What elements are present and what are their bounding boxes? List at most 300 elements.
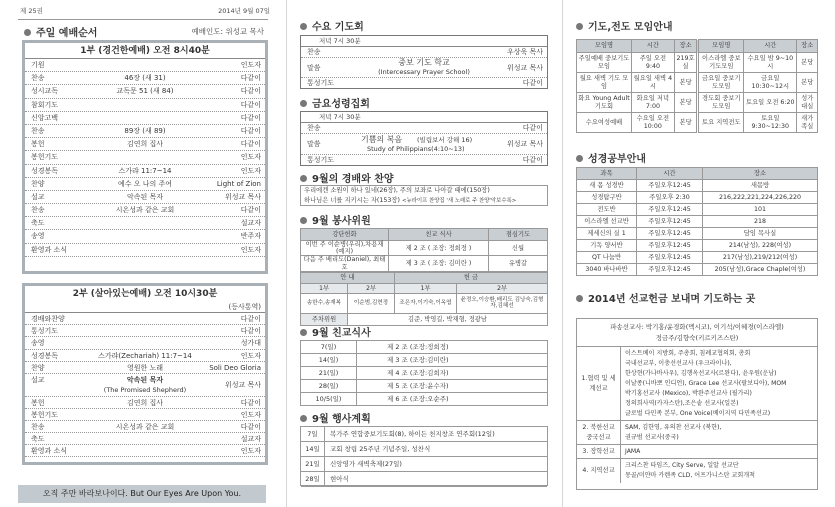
row-label: 찬양 (31, 363, 45, 372)
event-text: 현아식 (330, 475, 349, 483)
prayer-cell: 본당 (797, 73, 818, 93)
bible-cell: 담임 목사실 (703, 228, 818, 240)
prayer-cell: 이스라엘 중보기도모임 (698, 53, 744, 73)
fellowship-group: 제 4 조 (조장:김희자) (387, 369, 449, 377)
row-content-sub: (The Promised Shepherd) (103, 385, 187, 394)
row-content: 김연희 집사 (126, 140, 164, 149)
service-row (25, 313, 265, 325)
bullet-icon (576, 155, 583, 162)
vol-cell: 이순범,김현정 (348, 293, 395, 313)
wed-row-label: 통성기도 (307, 79, 335, 87)
column-divider-1 (286, 0, 287, 507)
row-label: 환영과 소식 (31, 245, 68, 254)
row-person: 설교자 (240, 435, 261, 444)
row-person: Soli Deo Gloria (209, 363, 261, 372)
fellowship-date: 21(일) (301, 367, 357, 379)
prayer-meetings-title: 기도,전도 모임안내 (576, 18, 673, 33)
prayer-cell: 수요일 오전 10:00 (632, 113, 675, 133)
bible-row (577, 252, 818, 264)
service-row (25, 178, 265, 191)
service-row (25, 397, 265, 409)
vol-cell: 이번 주 이순병(우리),차용재(예지) (301, 241, 389, 256)
wed-sermon-title: 중보 기도 학교 (398, 58, 450, 67)
row-label: 설교 (31, 375, 45, 384)
bullet-icon (576, 295, 583, 302)
footer-banner: 오직 주만 바라보나이다. But Our Eyes Are Upon You. (18, 485, 266, 503)
bible-cell: 217(남성),219/212(여성) (703, 252, 818, 264)
fellowship-row (301, 367, 547, 380)
col-meeting: 모임명 (698, 40, 744, 53)
prayer-row (577, 53, 818, 73)
mission-category: 2. 북한선교 중국선교 (577, 421, 621, 444)
fri-service-box (300, 111, 548, 166)
prayer-cell: 본당 (674, 113, 698, 133)
mission-line: JAMA (625, 448, 641, 455)
row-content: 시온성과 같은 교회 (115, 206, 175, 215)
fri-row-label: 통성기도 (307, 156, 335, 164)
september-praise-box (300, 185, 548, 206)
bible-row (577, 216, 818, 228)
bible-cell: 주일오후12:45 (637, 264, 703, 276)
vol-cell: 제 2 조 ( 조장: 정희정 ) (389, 241, 489, 256)
vol-sub: 2부 (348, 283, 395, 293)
row-person: 다같이 (240, 398, 261, 407)
row-person: 인도자 (240, 245, 261, 254)
issue-header (20, 6, 270, 18)
fri-row-hymn (301, 123, 547, 134)
fri-sermon-subtitle: Study of Philippians(4:10~13) (367, 145, 465, 153)
row-label: 봉헌 (31, 398, 45, 407)
mission-line: SAM, 김한영, 유의찬 선교사 (북한), (625, 424, 722, 431)
bible-row (577, 228, 818, 240)
col-meeting: 모임명 (577, 40, 632, 53)
row-person: 다같이 (240, 206, 261, 215)
row-content: 89장 (새 89) (124, 126, 166, 135)
row-label: 봉헌기도 (31, 410, 59, 419)
mission-line: 권규범 선교사(중국) (625, 434, 679, 441)
row-content: 스가랴 11:7~14 (118, 166, 172, 175)
row-label: 봉헌 (31, 140, 45, 149)
row-label: 환영과 소식 (31, 447, 68, 456)
row-content: 김연희 집사 (126, 398, 164, 407)
row-label: 통성기도 (31, 327, 59, 336)
row-content: 46장 (새 31) (124, 74, 166, 83)
col-meal: 친교 식사 (389, 229, 489, 241)
service-row (25, 433, 265, 445)
fri-row-label: 찬송 (307, 124, 321, 132)
service-row (25, 445, 265, 457)
mission-line: 글로벌 다민족 본부, One Voice(베이지역 다민족선교) (625, 410, 771, 417)
vol-sub: 1부 (301, 283, 348, 293)
row-person: 설교자 (240, 219, 261, 228)
mission-row (577, 445, 817, 459)
bullet-icon (300, 217, 307, 224)
row-label: 기원 (31, 61, 45, 69)
row-person: 인도자 (240, 351, 261, 360)
service-row (25, 217, 265, 230)
service-row (25, 204, 265, 217)
mission-line: 박기홍선교사 (Mexico), 박완주선교사 (필가리) (625, 390, 752, 397)
prayer-cell: 토요일 오전 6:20 (744, 93, 797, 113)
event-row (301, 472, 547, 487)
prayer-cell: 화요 Young Adult 기도회 (577, 93, 632, 113)
row-label: 찬송 (31, 74, 45, 83)
wed-service-box (300, 35, 548, 89)
bible-row (577, 240, 818, 252)
mission-line: 크리스찬 타임즈, City Serve, 일알 선교단 (625, 462, 739, 469)
fellowship-row (301, 393, 547, 406)
prayer-row (577, 113, 818, 133)
event-text: 복가주 연합중보기도회(8), 하이든 천지창조 연주회(12일) (330, 430, 495, 438)
mission-list (621, 459, 759, 483)
prayer-cell: 금요일 10:30~12시 (744, 73, 797, 93)
prayer-cell: 219호실 (674, 53, 698, 73)
row-content: 시온성과 같은 교회 (115, 422, 175, 431)
row-person: 인도자 (240, 447, 261, 456)
prayer-cell: 수요일 밤 9~10시 (744, 53, 797, 73)
events-title: 9월 행사계획 (300, 410, 371, 425)
fellowship-row (301, 354, 547, 367)
service-row (25, 409, 265, 421)
wed-row-label: 찬송 (307, 48, 321, 56)
row-person: 다같이 (240, 126, 261, 135)
row-label: 성시교독 (31, 87, 59, 96)
event-date: 21일 (301, 457, 325, 471)
mission-rows (577, 347, 817, 483)
bullet-icon (576, 23, 583, 30)
bible-cell: 새 몸 성경반 (577, 180, 637, 192)
service1-rows (25, 59, 265, 257)
mission-line: 몽골/미얀마 카렌족 CLD, 어프가니스탄 교회개척 (625, 472, 756, 479)
row-content: 영원한 노래 (126, 363, 164, 372)
fellowship-row (301, 341, 547, 354)
prayer-cell: 본당 (674, 93, 698, 113)
bible-cell: 주일오후12:45 (637, 252, 703, 264)
bible-cell: 주일오후12:45 (637, 204, 703, 216)
row-label: 찬송 (31, 422, 45, 431)
row-person: 반주자 (240, 232, 261, 241)
vol-cell: 윤정오,이승환,배리도 김낭숙,김형자,김혜선 (457, 293, 548, 313)
fri-row-person: 다같이 (522, 124, 543, 132)
row-label: 축도 (31, 435, 45, 444)
fri-row-person: 다같이 (522, 156, 543, 164)
vol-cell: 조은자,이기숙,이옥엽 (395, 293, 457, 313)
service2-box (22, 283, 268, 465)
bible-row (577, 264, 818, 276)
bible-cell: 전도반 (577, 204, 637, 216)
bullet-icon (300, 100, 307, 107)
row-person: 다같이 (240, 87, 261, 96)
service-row (25, 112, 265, 125)
wed-row-person: 우상욱 목사 (506, 48, 543, 56)
col-guide: 안 내 (301, 272, 395, 283)
bible-cell: 이스라엘 선교반 (577, 216, 637, 228)
wed-row-person: 다같이 (522, 79, 543, 87)
service-row (25, 85, 265, 98)
prayer-cell: 월요 새벽 기도 모임 (577, 73, 632, 93)
row-person: 다같이 (240, 100, 261, 109)
praise-line-1: 우리에겐 소원이 하나 있네(26장), 주의 보좌로 나아갈 때에(150장) (304, 187, 490, 194)
bullet-icon (300, 175, 307, 182)
row-label: 설교 (31, 192, 45, 201)
prayer-cell: 토요 지역전도 (698, 113, 744, 133)
fri-sermon-title: 기쁨의 복음 (361, 135, 403, 144)
service-row (25, 421, 265, 433)
row-content: 예수 오 나의 주여 (117, 179, 172, 188)
bible-cell: 214(남성), 228(여성) (703, 240, 818, 252)
bible-cell: 3040 바나바반 (577, 264, 637, 276)
col-subject: 과목 (577, 168, 637, 180)
bible-row (577, 204, 818, 216)
fellowship-date: 7(일) (301, 341, 357, 353)
bible-cell: 주일오후12:45 (637, 216, 703, 228)
bullet-icon (24, 29, 31, 36)
prayer-cell: 본당 (674, 73, 698, 93)
missions-title: 2014년 선교헌금 보내며 기도하는 곳 (576, 290, 755, 305)
fri-row-word (301, 134, 547, 155)
mission-row (577, 421, 817, 445)
vol-cell: 다음 주 배리도(Daniel), 최태호 (301, 256, 389, 271)
row-label: 성경봉독 (31, 166, 59, 175)
bible-cell: 주일오후12:45 (637, 240, 703, 252)
fellowship-date: 28(일) (301, 380, 357, 392)
row-person: 인도자 (240, 410, 261, 419)
bible-cell: 성경탐구반 (577, 192, 637, 204)
mission-line: 한상현(가나바사우), 김행옥선교사(르완다), 윤우원(운남) (625, 370, 777, 377)
bible-study-table (576, 167, 818, 276)
row-person: 다같이 (240, 315, 261, 323)
volunteers-table (300, 228, 548, 326)
prayer-meetings-table (576, 39, 818, 133)
bible-cell: 101 (703, 204, 818, 216)
fellowship-date: 14(일) (301, 354, 357, 366)
prayer-row (577, 93, 818, 113)
service-row (25, 125, 265, 138)
wed-row-label: 말씀 (307, 64, 321, 72)
row-person: 다같이 (240, 74, 261, 83)
dispatched-missionaries: 파송선교사: 박기홍/윤경화(멕시코), 이기석/이혜경(이스라엘) 정금주/김향숙(키르키즈스탄) (577, 319, 817, 347)
event-text: 교회 창립 25주년 기념주일, 성찬식 (330, 445, 431, 453)
fri-time: 저녁 7시 30분 (301, 112, 547, 123)
row-content: 악속된 목자 (126, 192, 164, 201)
wed-row-hymn (301, 47, 547, 58)
mission-line: 이스트베이 지방회, 주총회, 침례교협의회, 총회 (625, 350, 751, 357)
bullet-icon (300, 23, 307, 30)
service-row (25, 337, 265, 349)
row-person: 다같이 (240, 422, 261, 431)
vol-sub: 1부 (395, 283, 457, 293)
row-person: 위성교 목사 (224, 380, 261, 389)
fellowship-group: 제 6 조 (조장:오순주) (387, 395, 449, 403)
service-row (25, 72, 265, 85)
service-row (25, 138, 265, 151)
service2-rows (25, 313, 265, 457)
row-label: 참회기도 (31, 100, 59, 109)
issue-number: 제 25권 (20, 7, 43, 15)
col-time: 시간 (744, 40, 797, 53)
service-row (25, 362, 265, 374)
service-row (25, 99, 265, 112)
row-label: 신앙고백 (31, 113, 59, 122)
col-time: 시간 (637, 168, 703, 180)
prayer-cell: 금요일 중보기도모임 (698, 73, 744, 93)
prayer-cell: 화요일 저녁7:00 (632, 93, 675, 113)
row-content: 스가랴(Zechariah) 11:7~14 (98, 351, 192, 360)
mission-list (621, 445, 644, 458)
service-row (25, 244, 265, 257)
bible-cell: 새몸방 (703, 180, 818, 192)
prayer-cell: 토요일 9:30~12:30 (744, 113, 797, 133)
row-person: 다같이 (240, 113, 261, 122)
fellowship-date: 10/5(일) (301, 393, 357, 405)
prayer-cell: 성가대실 (797, 93, 818, 113)
fellowship-title: 9월 친교식사 (300, 324, 371, 339)
event-date: 28일 (301, 472, 325, 486)
vol-cell: 송한수,송재복 (301, 293, 348, 313)
prayer-cell: 본당 (797, 53, 818, 73)
mission-line: 정의희사역(카자스탄),조은솥 선교사(일본) (625, 400, 739, 407)
service-row (25, 374, 265, 397)
event-row (301, 442, 547, 457)
vol-cell: 유병갈 (489, 256, 548, 271)
parking-label: 주차위원 (301, 313, 348, 325)
row-label: 송영 (31, 232, 45, 241)
service2-note: (등사통역) (25, 302, 265, 313)
col-offering: 헌 금 (395, 272, 548, 283)
bible-cell: 주일오후12:45 (637, 180, 703, 192)
row-label: 성경봉독 (31, 351, 59, 360)
bible-cell: 제세신의 실 1 (577, 228, 637, 240)
row-person: 인도자 (240, 61, 261, 69)
row-person: 다같이 (240, 327, 261, 336)
wed-sermon-subtitle: (Intercessary Prayer School) (378, 68, 470, 76)
events-table (300, 426, 548, 486)
fellowship-group: 제 5 조 (조장:윤수자) (387, 382, 449, 390)
bible-study-title: 성경공부안내 (576, 150, 646, 165)
fri-row-person: 위성교 목사 (506, 140, 543, 148)
fellowship-group: 제 3 조 (조장:김미란) (387, 356, 449, 364)
col-place: 장소 (797, 40, 818, 53)
bullet-icon (300, 329, 307, 336)
row-label: 축도 (31, 219, 45, 228)
row-person: 인도자 (240, 153, 261, 162)
column-divider-2 (562, 0, 563, 507)
service-row (25, 325, 265, 337)
row-label: 찬송 (31, 206, 45, 215)
fri-row-label: 말씀 (307, 140, 321, 148)
row-content: 악속된 목자 (126, 375, 164, 384)
row-label: 봉헌기도 (31, 153, 59, 162)
row-label: 찬양 (31, 179, 45, 188)
bible-cell: 주일오후12:45 (637, 228, 703, 240)
bible-cell: 주일오후 2:30 (637, 192, 703, 204)
praise-line-2: 하나님은 너를 지키시는 자(153장) <뉴라이프 찬양집 '새 노래로 주 찬양'악보수록> (304, 197, 517, 204)
bible-cell: 218 (703, 216, 818, 228)
wed-service-title: 수요 기도회 (300, 18, 364, 33)
mission-line: 이날종(니바뽀 인디언), Grace Lee 선교사(팔보디아), MOM (625, 380, 787, 387)
service-row (25, 230, 265, 243)
service-row (25, 151, 265, 164)
col-lunch-prayer: 점심기도 (489, 229, 548, 241)
service2-header: 2부 (살아있는예배) 오전 10시30분 (72, 289, 218, 299)
mission-list (621, 421, 725, 444)
bible-cell: 216,222,221,224,226,220 (703, 192, 818, 204)
event-text: 신앙영가 새벽축제(27일) (330, 460, 402, 468)
mission-line: 국내선교부, 이충선선교사 (우크라이나), (625, 360, 732, 367)
prayer-row (577, 73, 818, 93)
september-praise-title: 9월의 경배와 찬양 (300, 170, 394, 185)
row-label: 경배와찬양 (31, 315, 65, 323)
prayer-cell: 주일 오전 9:40 (632, 53, 675, 73)
col-place: 장소 (674, 40, 698, 53)
mission-category: 3. 장학선교 (577, 445, 621, 458)
fellowship-row (301, 380, 547, 393)
event-row (301, 427, 547, 442)
row-person: 위성교 목사 (224, 192, 261, 201)
prayer-cell: 경도회 중보기도모임 (698, 93, 744, 113)
bible-cell: 205(남성),Grace Chaple(여성) (703, 264, 818, 276)
row-label: 송영 (31, 339, 45, 348)
mission-category: 1.협력 및 세계선교 (577, 347, 621, 420)
service-row (25, 350, 265, 362)
volunteers-title: 9월 봉사위원 (300, 212, 371, 227)
event-row (301, 457, 547, 472)
row-label: 찬송 (31, 126, 45, 135)
vol-cell: 신월 (489, 241, 548, 256)
bullet-icon (300, 415, 307, 422)
bible-cell: QT 나눔반 (577, 252, 637, 264)
row-person: 성가대 (240, 339, 261, 348)
row-content: 교독문 51 (새 84) (116, 87, 174, 96)
wed-row-word (301, 58, 547, 78)
service1-box (22, 40, 268, 274)
mission-category: 4. 지역선교 (577, 459, 621, 483)
header-rule (18, 19, 268, 20)
prayer-cell: 새가족실 (797, 113, 818, 133)
prayer-cell: 월요일 새벽 4시 (632, 73, 675, 93)
parking-names: 김준, 박영길, 박재형, 정광남 (348, 313, 548, 325)
row-person: 다같이 (240, 140, 261, 149)
event-date: 7일 (301, 427, 325, 441)
issue-date: 2014년 9월 07일 (218, 7, 270, 15)
prayer-cell: 수요여성예배 (577, 113, 632, 133)
bible-cell: 기독 양서반 (577, 240, 637, 252)
row-person: Light of Zion (216, 179, 261, 188)
fellowship-table (300, 340, 548, 406)
vol-sub: 2부 (457, 283, 548, 293)
bible-row (577, 180, 818, 192)
wed-row-prayer (301, 78, 547, 88)
wed-row-person: 위성교 목사 (506, 64, 543, 72)
service-row (25, 191, 265, 204)
col-altar: 강단헌화 (301, 229, 389, 241)
service1-header: 1부 (경건한예배) 오전 8시40분 (25, 43, 265, 59)
fri-row-prayer (301, 155, 547, 165)
missions-box (576, 318, 818, 490)
fellowship-group: 제 2 조 (조장:정희정) (387, 343, 449, 351)
service-row (25, 165, 265, 178)
mission-list (621, 347, 790, 420)
fri-service-title: 금요성령집회 (300, 95, 370, 110)
wed-time: 저녁 7시 30분 (301, 36, 547, 47)
service-row (25, 59, 265, 72)
prayer-cell: 주일예배 중보기도모임 (577, 53, 632, 73)
row-person: 인도자 (240, 166, 261, 175)
bible-row (577, 192, 818, 204)
event-date: 14일 (301, 442, 325, 456)
worship-leader: 예배인도: 위성교 목사 (191, 27, 264, 36)
vol-cell: 제 3 조 ( 조장: 김미란 ) (389, 256, 489, 271)
